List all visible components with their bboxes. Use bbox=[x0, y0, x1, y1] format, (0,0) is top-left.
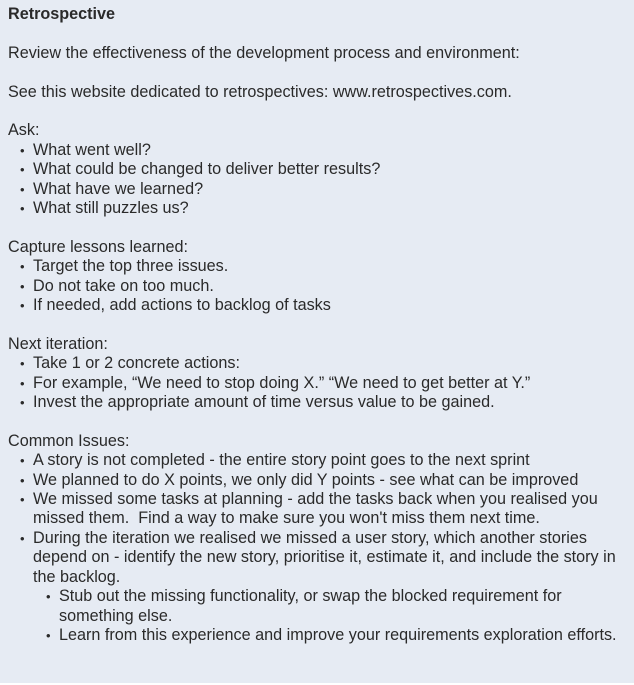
list-item: • If needed, add actions to backlog of tasks bbox=[20, 296, 634, 315]
sub-list-item: • Stub out the missing functionality, or swap the blocked requirement for something else. bbox=[46, 587, 634, 626]
page-title: Retrospective bbox=[8, 5, 116, 23]
ask-list bbox=[8, 141, 634, 219]
list-item: • Take 1 or 2 concrete actions: bbox=[20, 354, 634, 373]
next-iteration-list bbox=[8, 354, 634, 412]
lessons-list bbox=[8, 257, 634, 315]
next-iteration-heading: Next iteration: bbox=[8, 334, 108, 353]
list-item: • What have we learned? bbox=[20, 180, 634, 199]
common-issues-heading: Common Issues: bbox=[8, 431, 130, 450]
intro-text: Review the effectiveness of the development process and environment: bbox=[8, 43, 520, 62]
website-text: See this website dedicated to retrospectives: www.retrospectives.com. bbox=[8, 82, 512, 101]
sub-list bbox=[33, 587, 634, 645]
list-item: • What could be changed to deliver better results? bbox=[20, 160, 634, 179]
list-item: • We planned to do X points, we only did Y points - see what can be improved bbox=[20, 471, 634, 490]
sub-list-item: • Learn from this experience and improve your requirements exploration efforts. bbox=[46, 626, 634, 645]
list-item: • What still puzzles us? bbox=[20, 199, 634, 218]
list-item-text: During the iteration we realised we missed a user story, which another stories depend on - identify the new story, prioritise it, estimate it, and include the story in the backlog. bbox=[33, 528, 616, 586]
list-item: • Target the top three issues. bbox=[20, 257, 634, 276]
list-item: • What went well? bbox=[20, 141, 634, 160]
list-item: • Do not take on too much. bbox=[20, 277, 634, 296]
list-item: • For example, “We need to stop doing X.” “We need to get better at Y.” bbox=[20, 374, 634, 393]
list-item: • We missed some tasks at planning - add the tasks back when you realised you missed them. Find a way to make sure you won't miss them next time. bbox=[20, 490, 634, 529]
lessons-heading: Capture lessons learned: bbox=[8, 237, 188, 256]
list-item: • Invest the appropriate amount of time versus value to be gained. bbox=[20, 393, 634, 412]
ask-heading: Ask: bbox=[8, 121, 40, 140]
list-item bbox=[20, 529, 634, 645]
list-item: • A story is not completed - the entire story point goes to the next sprint bbox=[20, 451, 634, 470]
common-issues-list bbox=[8, 451, 634, 645]
